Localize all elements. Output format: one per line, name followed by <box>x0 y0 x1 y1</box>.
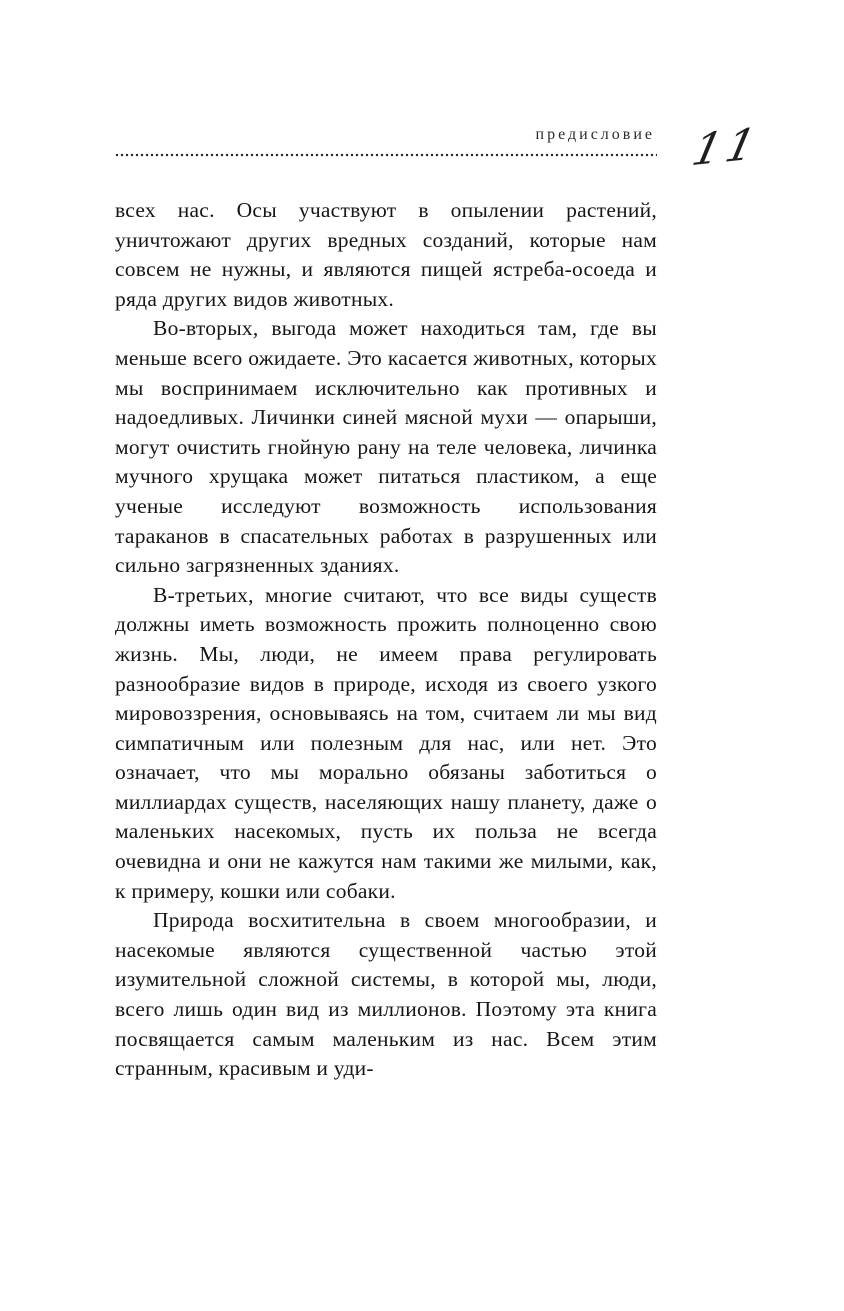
paragraph: всех нас. Осы участвуют в опылении растений, уничтожают других вредных созданий, которые нам совсем не нужны, и являются пищей ястреба-осоеда и ряда других видов животных. <box>115 198 657 311</box>
paragraph: В-третьих, многие считают, что все виды существ должны иметь возможность прожить полноценно свою жизнь. Мы, люди, не имеем права регулировать разнообразие видов в природе, исходя из своего узкого мировоззрения, основываясь на том, считаем ли мы вид симпатичным или полезным для нас, или нет. Это означает, что мы морально обязаны заботиться о миллиардах существ, населяющих нашу планету, даже о маленьких насекомых, пусть их польза не всегда очевидна и они не кажутся нам такими же милыми, как, к примеру, кошки или собаки. <box>115 582 657 903</box>
body-text <box>115 196 657 1084</box>
page-header <box>115 126 657 157</box>
page-number: 11 <box>687 118 765 177</box>
dotted-divider <box>115 153 657 157</box>
paragraph: Природа восхитительна в своем многообразии, и насекомые являются существенной частью этой изумительной сложной системы, в которой мы, люди, всего лишь один вид из миллионов. Поэтому эта книга посвящается самым маленьким из нас. Всем этим странным, красивым и уди- <box>115 908 657 1081</box>
running-head: предисловие <box>535 126 655 143</box>
paragraph: Во-вторых, выгода может находиться там, где вы меньше всего ожидаете. Это касается животных, которых мы воспринимаем исключительно как противных и надоедливых. Личинки синей мясной мухи — опарыши, могут очистить гнойную рану на теле человека, личинка мучного хрущака может питаться пластиком, а еще ученые исследуют возможность использования тараканов в спасательных работах в разрушенных или сильно загрязненных зданиях. <box>115 316 657 578</box>
